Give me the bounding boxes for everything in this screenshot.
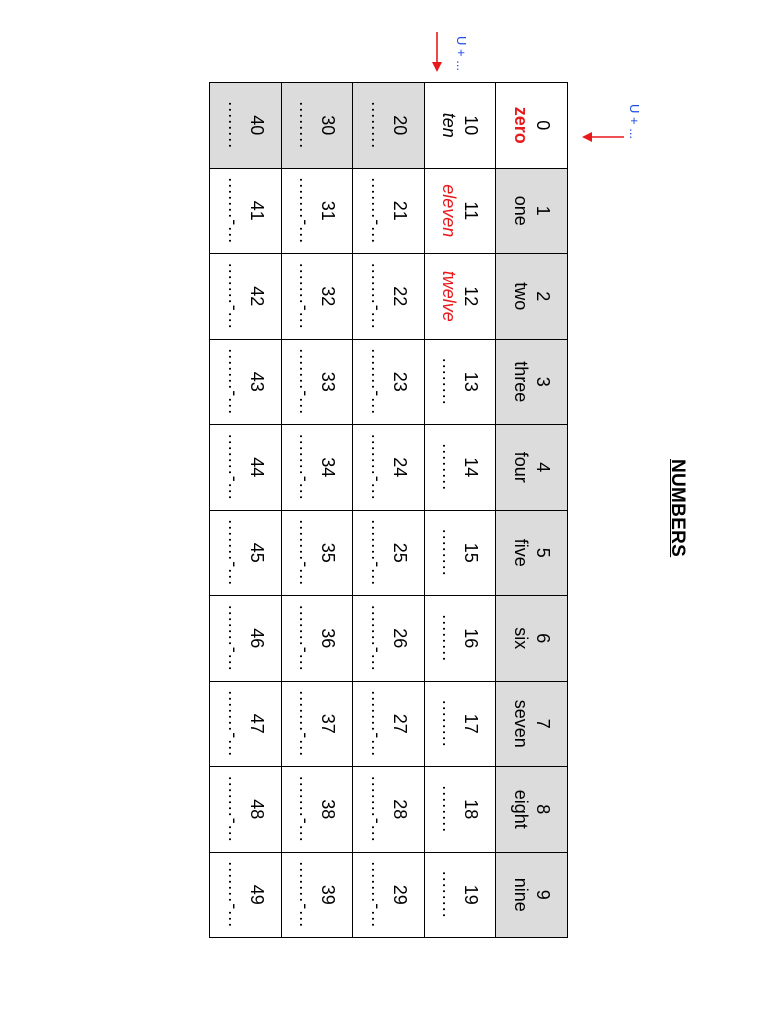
cell-number: 1 — [532, 205, 553, 216]
number-cell — [496, 510, 568, 596]
number-cell — [425, 510, 497, 596]
cell-word: .......-... — [367, 262, 388, 330]
cell-word: .......-... — [296, 775, 317, 843]
cell-word: .......-... — [224, 604, 245, 672]
table-row — [282, 83, 354, 938]
cell-word: .......-... — [224, 177, 245, 245]
cell-number: 8 — [532, 804, 553, 815]
unicode-note-top: U + ... — [627, 104, 642, 140]
cell-word: seven — [510, 699, 531, 748]
cell-number: 17 — [461, 713, 482, 734]
cell-word: .......-... — [367, 604, 388, 672]
cell-number: 44 — [246, 457, 267, 478]
number-cell — [210, 168, 282, 254]
number-cell — [353, 425, 425, 511]
cell-word: ........ — [439, 870, 460, 919]
number-cell — [210, 596, 282, 682]
cell-word: .......-... — [224, 262, 245, 330]
cell-number: 29 — [389, 884, 410, 905]
cell-word: .......-... — [367, 690, 388, 758]
cell-word: five — [510, 538, 531, 567]
number-cell — [353, 767, 425, 853]
cell-word: .......-... — [224, 519, 245, 587]
cell-number: 18 — [461, 799, 482, 820]
cell-number: 30 — [318, 115, 339, 136]
cell-number: 28 — [389, 799, 410, 820]
cell-number: 7 — [532, 718, 553, 729]
cell-number: 21 — [389, 200, 410, 221]
cell-word: .......-... — [224, 348, 245, 416]
cell-word: .......-... — [296, 604, 317, 672]
cell-word: one — [510, 195, 531, 226]
number-cell — [353, 254, 425, 340]
cell-number: 22 — [389, 286, 410, 307]
cell-number: 10 — [461, 115, 482, 136]
cell-number: 32 — [318, 286, 339, 307]
cell-word: ........ — [439, 785, 460, 834]
page-title: NUMBERS — [667, 459, 688, 558]
cell-number: 43 — [246, 371, 267, 392]
number-cell — [282, 339, 354, 425]
cell-word: .......-... — [367, 861, 388, 929]
cell-number: 33 — [318, 371, 339, 392]
cell-word: ........ — [439, 614, 460, 663]
number-cell — [425, 681, 497, 767]
cell-number: 15 — [461, 542, 482, 563]
cell-word: .......-... — [224, 690, 245, 758]
number-cell — [353, 83, 425, 169]
cell-word: .......-... — [296, 433, 317, 501]
number-cell — [282, 425, 354, 511]
number-cell — [496, 852, 568, 938]
number-cell — [282, 168, 354, 254]
number-cell — [282, 767, 354, 853]
cell-number: 3 — [532, 376, 553, 387]
cell-number: 40 — [246, 115, 267, 136]
cell-number: 35 — [318, 542, 339, 563]
cell-number: 27 — [389, 713, 410, 734]
cell-word: .......-... — [296, 519, 317, 587]
number-cell — [425, 168, 497, 254]
cell-word: .......-... — [367, 177, 388, 245]
cell-number: 5 — [532, 547, 553, 558]
number-cell — [210, 767, 282, 853]
number-cell — [496, 681, 568, 767]
cell-word: .......-... — [367, 775, 388, 843]
cell-number: 24 — [389, 457, 410, 478]
number-cell — [425, 254, 497, 340]
table-row — [425, 83, 497, 938]
cell-number: 36 — [318, 628, 339, 649]
cell-number: 31 — [318, 200, 339, 221]
cell-number: 19 — [461, 884, 482, 905]
cell-word: zero — [510, 106, 531, 144]
cell-word: .......-... — [296, 262, 317, 330]
number-cell — [425, 339, 497, 425]
number-cell — [282, 596, 354, 682]
number-cell — [353, 168, 425, 254]
cell-word: .......-... — [367, 519, 388, 587]
unicode-note-left: U + ... — [454, 36, 469, 72]
table-row — [496, 83, 568, 938]
cell-number: 34 — [318, 457, 339, 478]
cell-word: two — [510, 282, 531, 311]
number-cell — [425, 83, 497, 169]
cell-number: 6 — [532, 633, 553, 644]
cell-word: four — [510, 451, 531, 483]
cell-word: .......-... — [296, 861, 317, 929]
cell-number: 2 — [532, 291, 553, 302]
number-cell — [282, 852, 354, 938]
number-cell — [210, 254, 282, 340]
cell-word: .......-... — [224, 775, 245, 843]
cell-number: 12 — [461, 286, 482, 307]
cell-number: 46 — [246, 628, 267, 649]
number-cell — [353, 596, 425, 682]
number-cell — [353, 339, 425, 425]
cell-number: 20 — [389, 115, 410, 136]
number-cell — [210, 425, 282, 511]
number-cell — [353, 852, 425, 938]
cell-number: 49 — [246, 884, 267, 905]
cell-word: ........ — [296, 101, 317, 150]
cell-word: ........ — [224, 101, 245, 150]
number-cell — [425, 425, 497, 511]
cell-number: 4 — [532, 462, 553, 473]
cell-word: ........ — [367, 101, 388, 150]
cell-word: twelve — [439, 270, 460, 322]
arrow-right-icon — [430, 32, 444, 72]
number-cell — [282, 83, 354, 169]
cell-word: ........ — [439, 528, 460, 577]
number-cell — [496, 425, 568, 511]
number-cell — [210, 681, 282, 767]
number-cell — [496, 83, 568, 169]
number-cell — [496, 596, 568, 682]
number-cell — [496, 767, 568, 853]
cell-word: three — [510, 361, 531, 403]
number-cell — [210, 83, 282, 169]
cell-word: .......-... — [367, 433, 388, 501]
cell-word: eight — [510, 789, 531, 829]
number-cell — [353, 681, 425, 767]
number-cell — [210, 339, 282, 425]
cell-number: 13 — [461, 371, 482, 392]
cell-number: 0 — [532, 120, 553, 131]
table-row — [210, 83, 282, 938]
numbers-table — [210, 82, 569, 938]
number-cell — [282, 681, 354, 767]
cell-number: 16 — [461, 628, 482, 649]
cell-word: ........ — [439, 357, 460, 406]
cell-number: 9 — [532, 889, 553, 900]
cell-number: 25 — [389, 542, 410, 563]
number-cell — [282, 510, 354, 596]
cell-number: 14 — [461, 457, 482, 478]
number-cell — [282, 254, 354, 340]
cell-number: 41 — [246, 200, 267, 221]
cell-number: 42 — [246, 286, 267, 307]
arrow-down-icon — [582, 130, 624, 144]
number-cell — [425, 767, 497, 853]
cell-number: 37 — [318, 713, 339, 734]
cell-word: .......-... — [224, 433, 245, 501]
number-cell — [425, 596, 497, 682]
number-cell — [496, 254, 568, 340]
number-cell — [210, 852, 282, 938]
number-cell — [353, 510, 425, 596]
cell-number: 38 — [318, 799, 339, 820]
cell-word: eleven — [439, 184, 460, 238]
number-cell — [210, 510, 282, 596]
cell-number: 26 — [389, 628, 410, 649]
cell-word: .......-... — [296, 690, 317, 758]
number-cell — [496, 339, 568, 425]
cell-word: .......-... — [296, 348, 317, 416]
cell-number: 48 — [246, 799, 267, 820]
cell-word: .......-... — [367, 348, 388, 416]
cell-number: 47 — [246, 713, 267, 734]
cell-number: 39 — [318, 884, 339, 905]
cell-number: 11 — [461, 201, 482, 221]
cell-word: ........ — [439, 443, 460, 492]
number-cell — [425, 852, 497, 938]
table-row — [353, 83, 425, 938]
cell-number: 45 — [246, 542, 267, 563]
cell-word: six — [510, 627, 531, 650]
number-cell — [496, 168, 568, 254]
cell-number: 23 — [389, 371, 410, 392]
cell-word: .......-... — [296, 177, 317, 245]
cell-word: ........ — [439, 699, 460, 748]
cell-word: nine — [510, 877, 531, 912]
cell-word: .......-... — [224, 861, 245, 929]
cell-word: ten — [439, 112, 460, 138]
